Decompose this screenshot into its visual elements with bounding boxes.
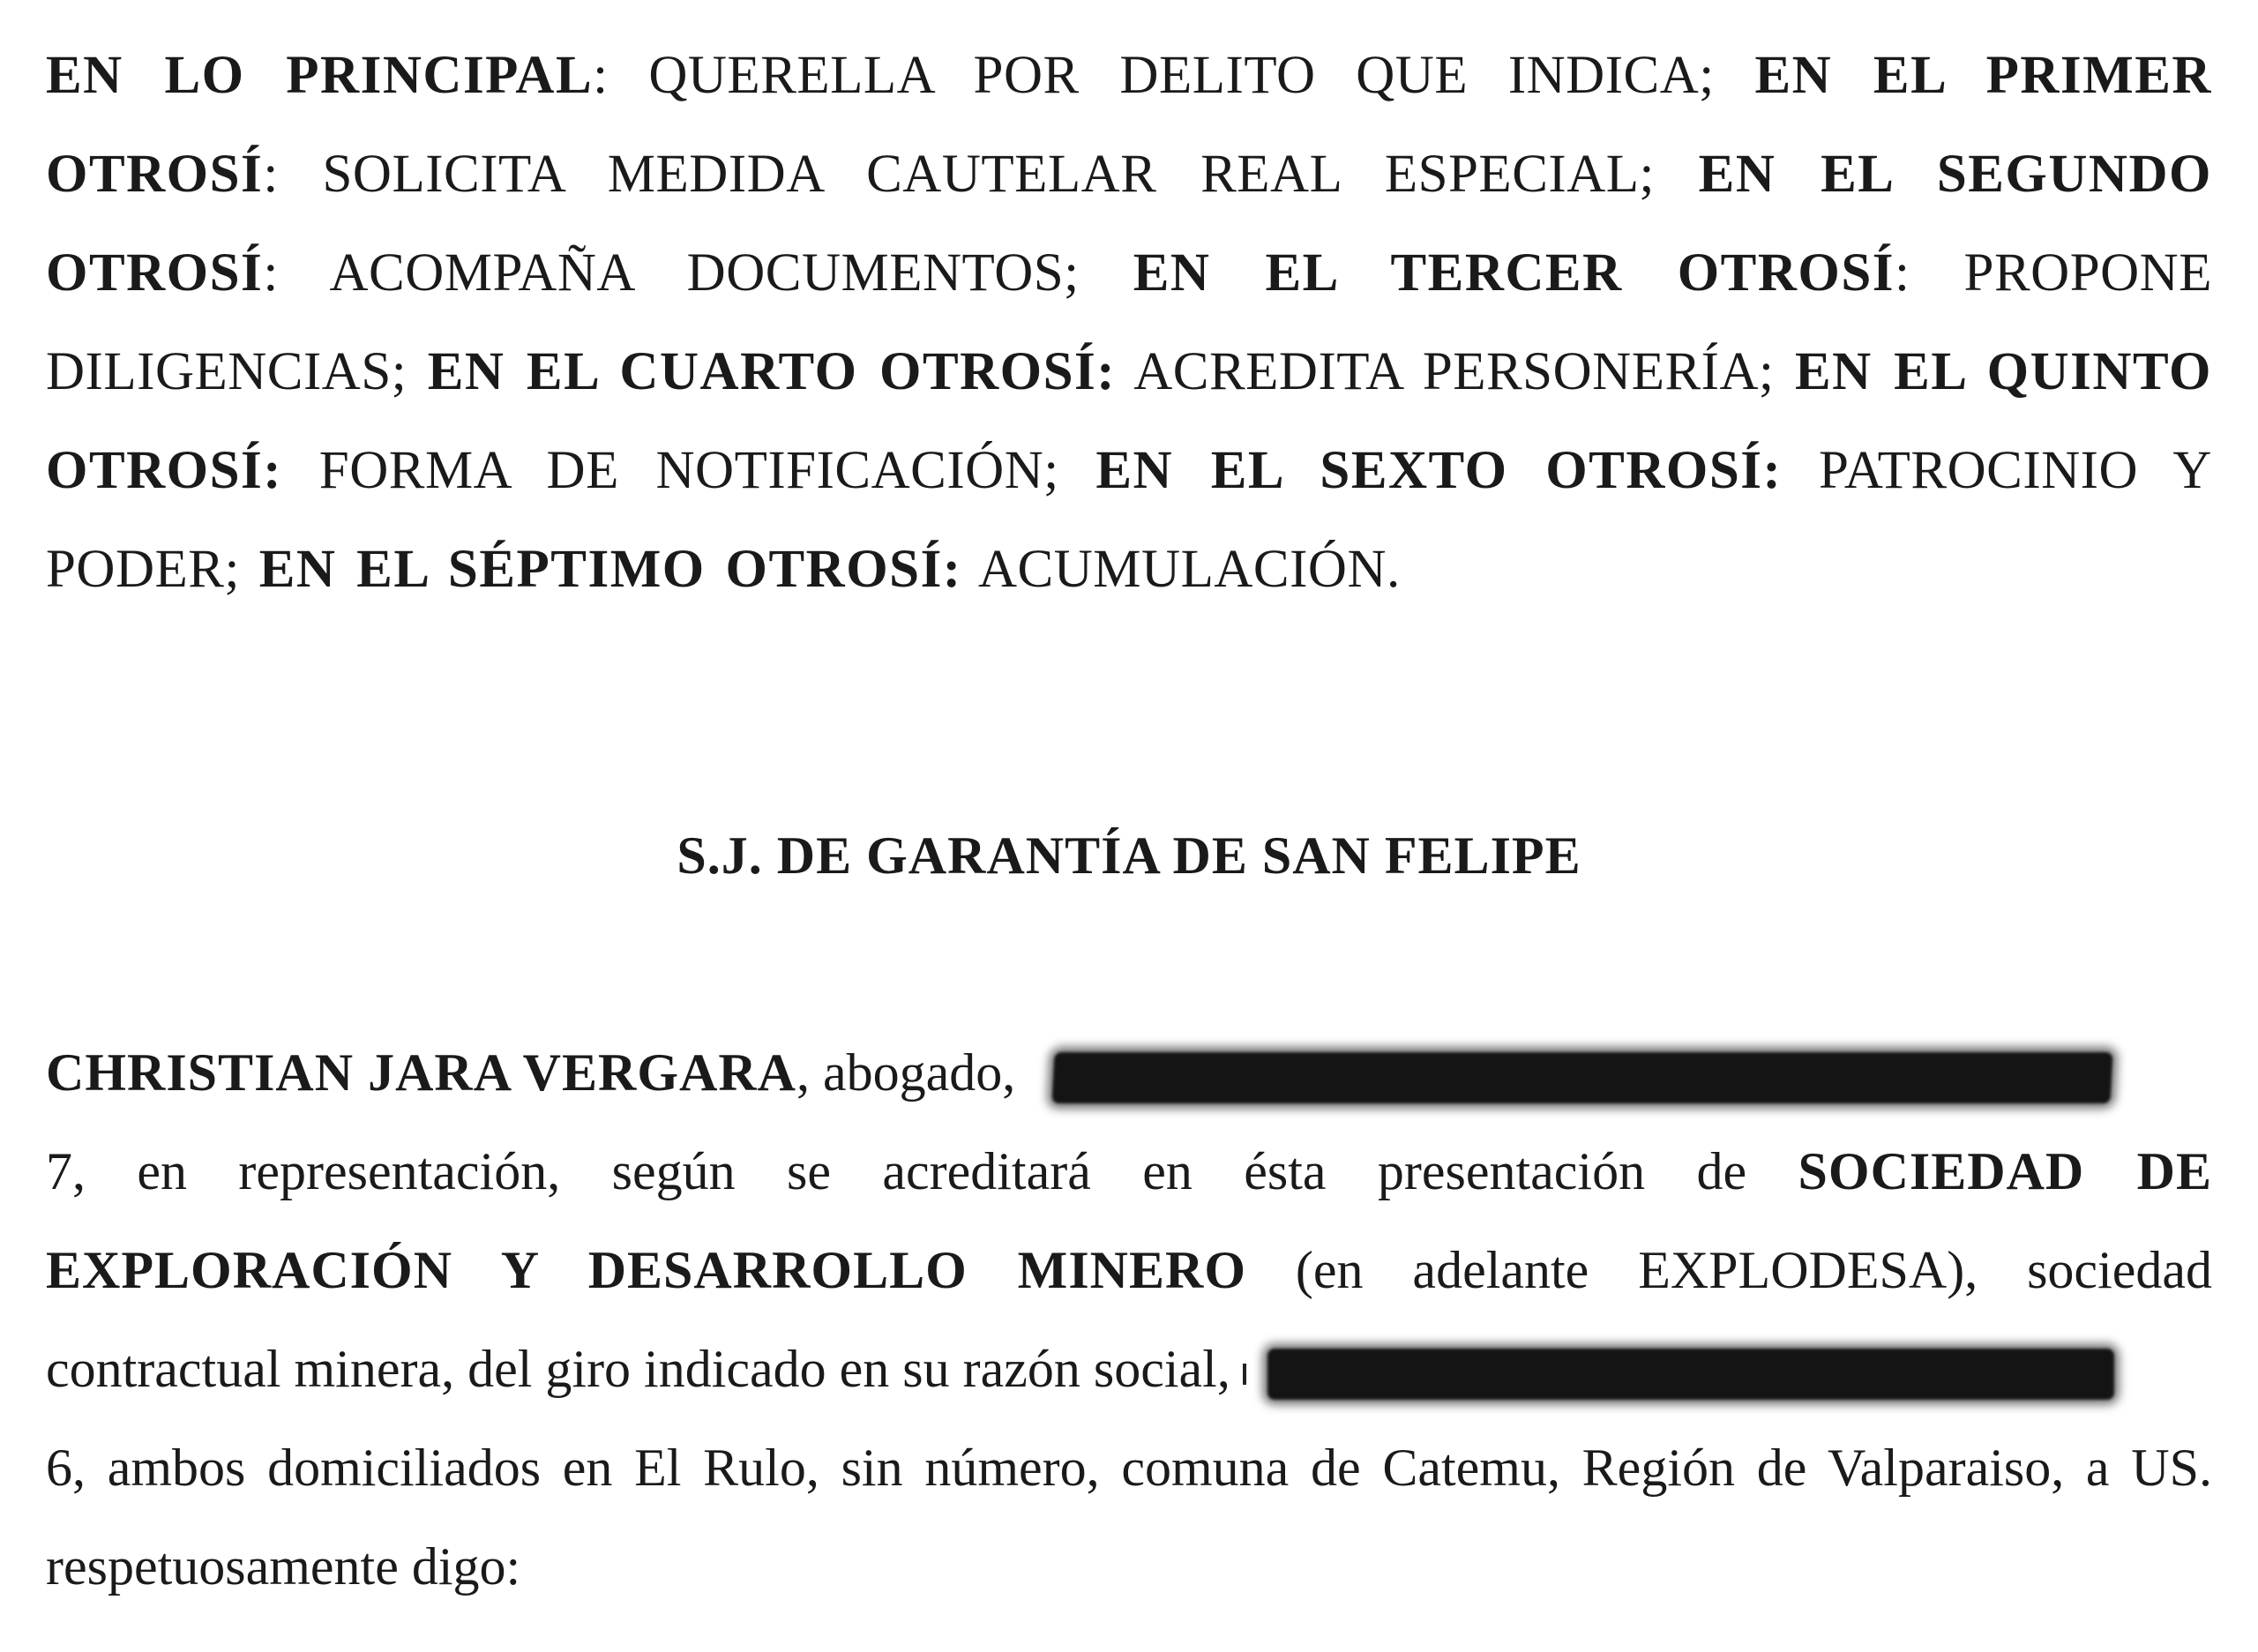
- court-heading: S.J. DE GARANTÍA DE SAN FELIPE: [677, 826, 1581, 885]
- lawyer-title-text: , abogado,: [796, 1043, 1029, 1102]
- redaction-edge-mark: [1243, 1364, 1246, 1385]
- document-body: [46, 1023, 2212, 1616]
- lawyer-name: CHRISTIAN JARA VERGARA: [46, 1043, 797, 1102]
- closing-text: respetuosamente digo:: [46, 1537, 521, 1596]
- summary-principal-heading: EN LO PRINCIPAL: [46, 46, 594, 105]
- domicile-text: 6, ambos domiciliados en El Rulo, sin número, comuna de Catemu, Región de Valparaiso, a US.: [46, 1439, 2212, 1497]
- body-line-2: [46, 1122, 2212, 1221]
- company-name-part-1: SOCIEDAD DE: [1798, 1142, 2213, 1200]
- summary-fifth-otrosi-heading: EN EL QUINTO OTROSÍ:: [46, 342, 2212, 500]
- summary-first-otrosi-heading: EN EL PRIMER OTROSÍ: [46, 46, 2212, 204]
- document-page: [46, 26, 2213, 1596]
- summary-first-otrosi-text: : SOLICITA MEDIDA CAUTELAR REAL ESPECIAL;: [263, 145, 1699, 204]
- summary-third-otrosi-text: : PROPONE DILIGENCIAS;: [46, 243, 2212, 401]
- summary-seventh-otrosi-heading: EN EL SÉPTIMO OTROSÍ:: [258, 540, 962, 599]
- redaction-bar: [1052, 1052, 2113, 1103]
- summary-second-otrosi-heading: EN EL SEGUNDO OTROSÍ: [46, 145, 2212, 303]
- summary-fifth-otrosi-text: FORMA DE NOTIFICACIÓN;: [282, 441, 1096, 500]
- summary-principal-text: : QUERELLA POR DELITO QUE INDICA;: [593, 46, 1755, 105]
- body-line-5: [46, 1418, 2212, 1517]
- representation-text: 7, en representación, según se acreditará en ésta presentación de: [46, 1142, 1798, 1200]
- company-type-text: contractual minera, del giro indicado en su razón social,: [46, 1340, 1230, 1398]
- body-line-3: [46, 1221, 2212, 1319]
- company-name-part-2: EXPLORACIÓN Y DESARROLLO MINERO: [46, 1241, 1247, 1299]
- document-summary: [46, 26, 2212, 619]
- company-alias-text: (en adelante EXPLODESA), sociedad: [1246, 1241, 2212, 1299]
- redaction-bar: [1267, 1349, 2114, 1400]
- summary-fourth-otrosi-heading: EN EL CUARTO OTROSÍ:: [427, 342, 1117, 401]
- body-line-4: [46, 1319, 2212, 1418]
- summary-sixth-otrosi-text: PATROCINIO Y PODER;: [46, 441, 2212, 599]
- summary-seventh-otrosi-text: ACUMULACIÓN.: [961, 540, 1401, 599]
- summary-fourth-otrosi-text: ACREDITA PERSONERÍA;: [1116, 342, 1795, 401]
- summary-sixth-otrosi-heading: EN EL SEXTO OTROSÍ:: [1095, 441, 1783, 500]
- summary-second-otrosi-text: : ACOMPAÑA DOCUMENTOS;: [263, 243, 1133, 303]
- body-line-6: [46, 1517, 2212, 1616]
- summary-third-otrosi-heading: EN EL TERCER OTROSÍ: [1133, 243, 1895, 303]
- body-line-1: [46, 1023, 2212, 1122]
